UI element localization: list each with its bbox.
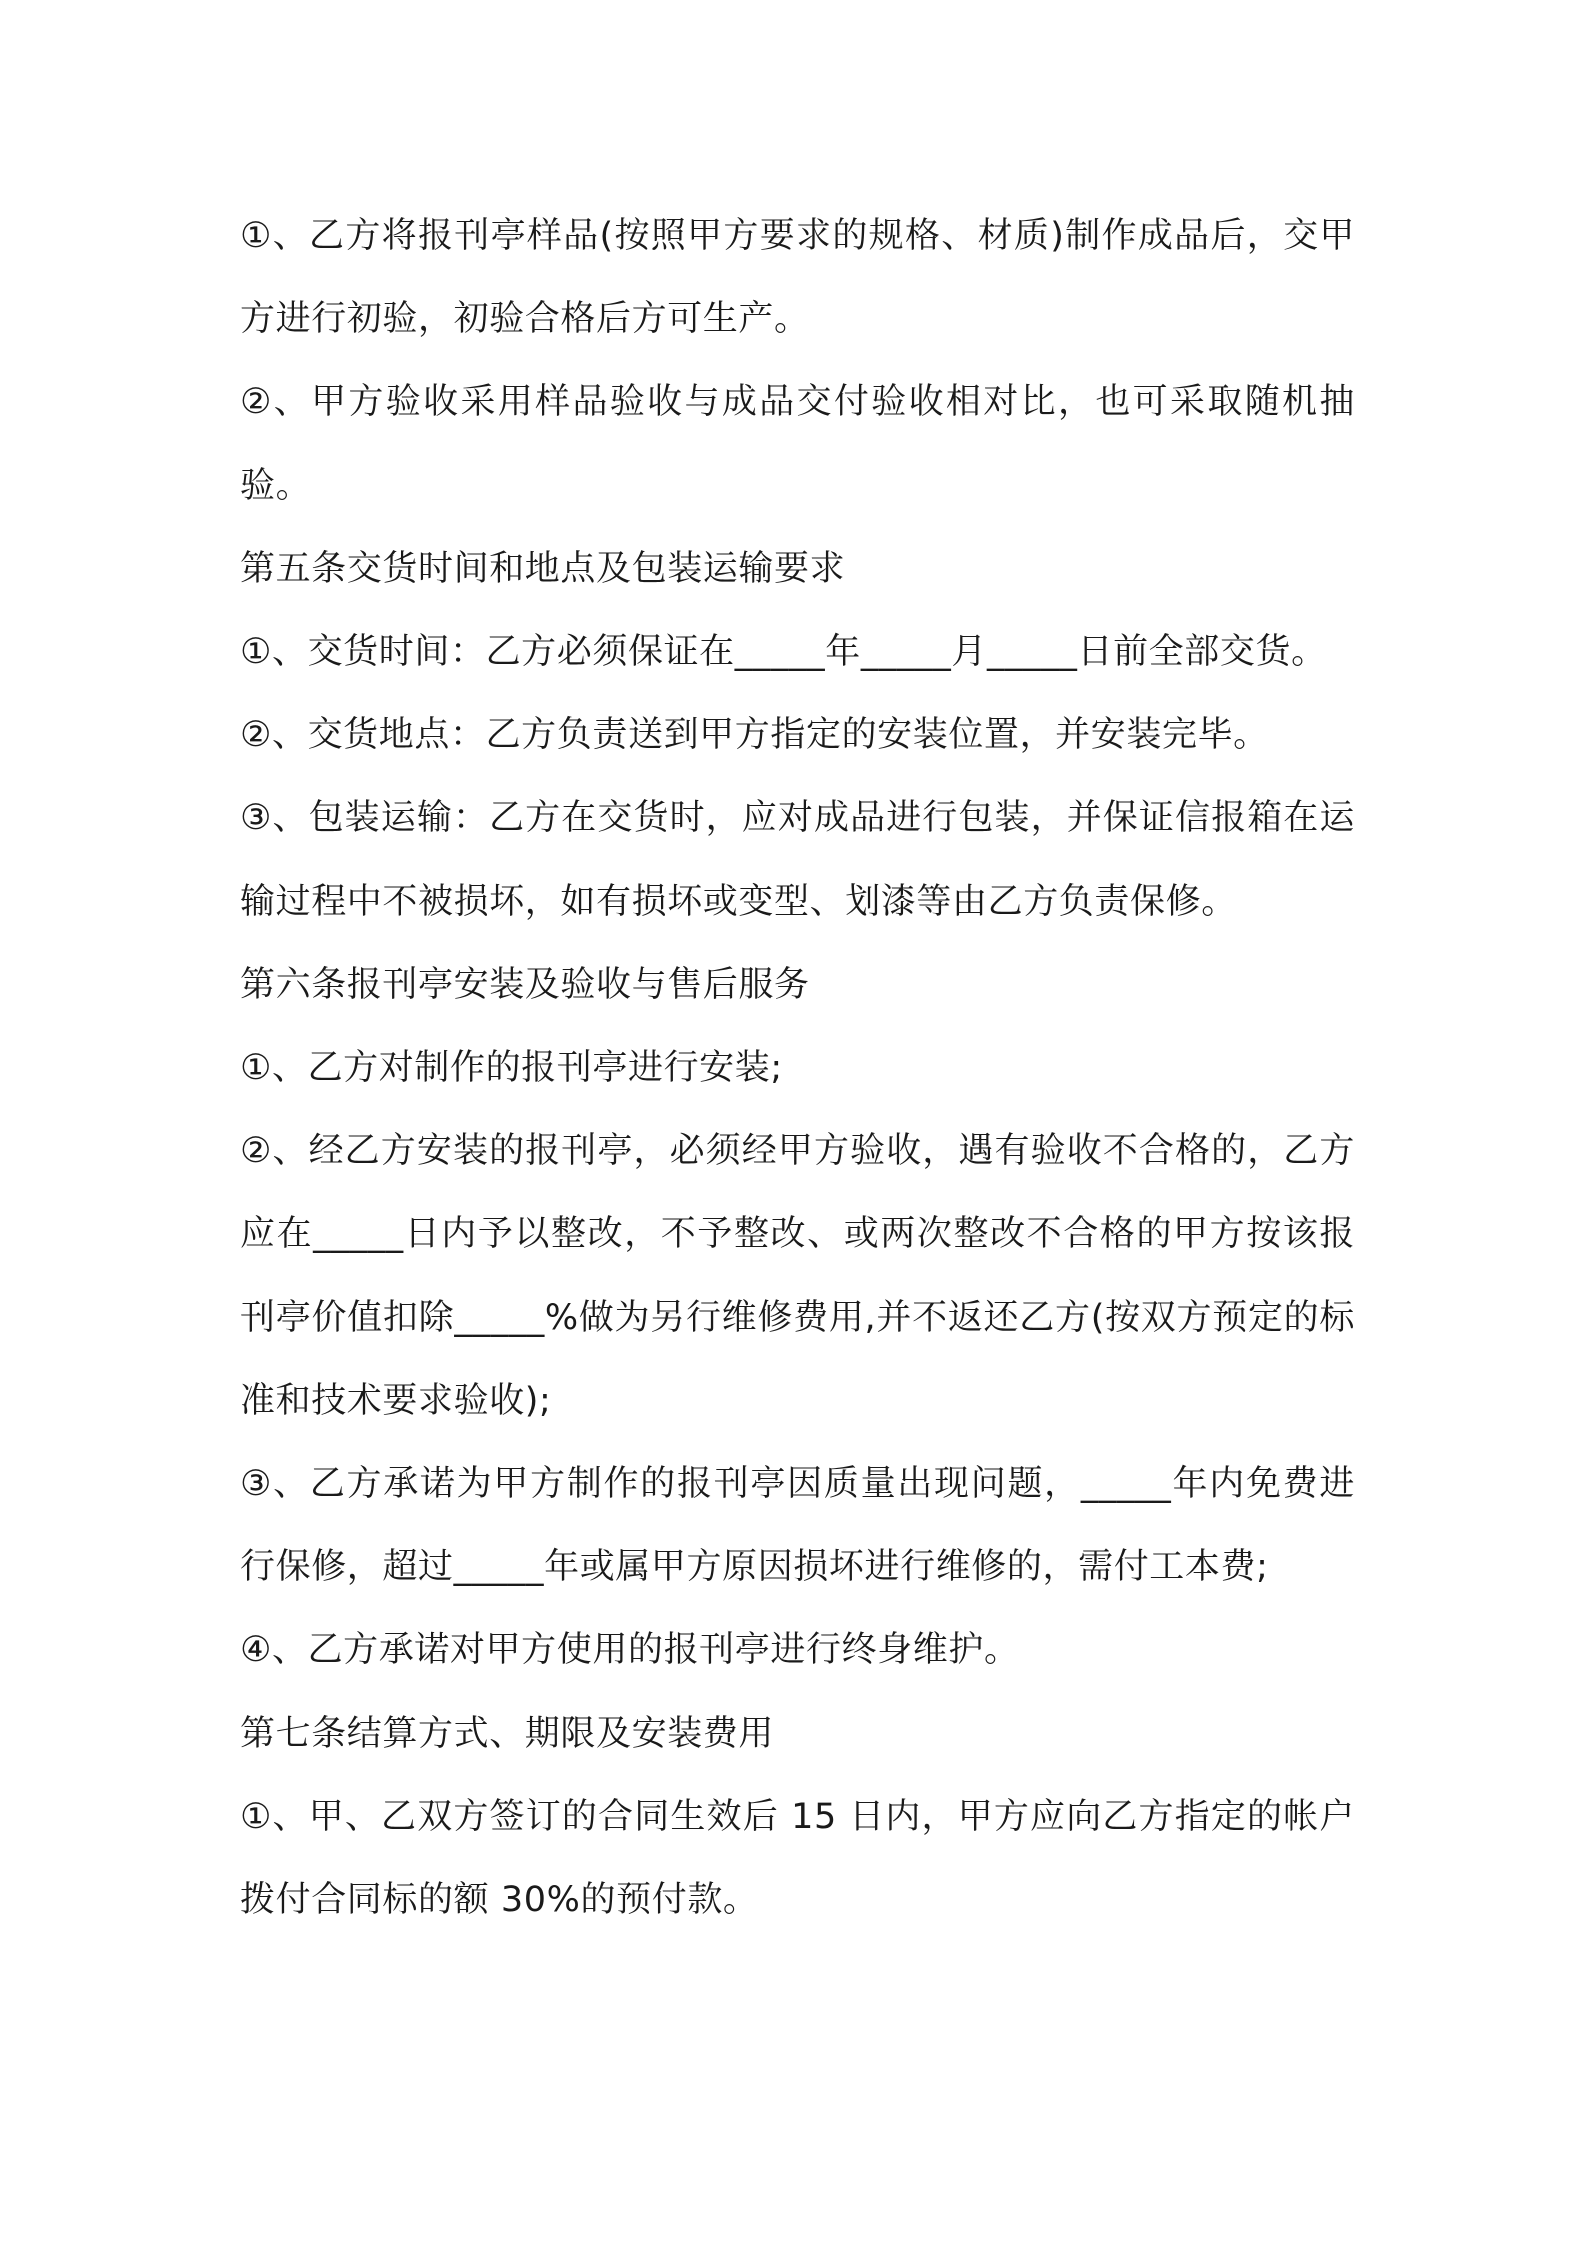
clause-4-item-2: ②、甲方验收采用样品验收与成品交付验收相对比，也可采取随机抽验。 xyxy=(240,382,1355,506)
clause-5-item-2: ②、交货地点：乙方负责送到甲方指定的安装位置，并安装完毕。 xyxy=(240,715,1269,756)
clause-6-item-2: ②、经乙方安装的报刊亭，必须经甲方验收，遇有验收不合格的，乙方应在_____日内予以整改，不予整改、或两次整改不合格的甲方按该报刊亭价值扣除_____%做为另行维修费用,并不返还乙方(按双方预定的标准和技术要求验收); xyxy=(240,1131,1355,1421)
document-body xyxy=(240,195,1355,1942)
clause-5-item-3: ③、包装运输：乙方在交货时，应对成品进行包装，并保证信报箱在运输过程中不被损坏，如有损坏或变型、划漆等由乙方负责保修。 xyxy=(240,798,1355,922)
clause-7-heading: 第七条结算方式、期限及安装费用 xyxy=(240,1713,775,1754)
clause-7-item-1: ①、甲、乙双方签订的合同生效后 15 日内，甲方应向乙方指定的帐户拨付合同标的额 30%的预付款。 xyxy=(240,1796,1355,1921)
clause-6-item-3: ③、乙方承诺为甲方制作的报刊亭因质量出现问题，_____年内免费进行保修，超过_____年或属甲方原因损坏进行维修的，需付工本费; xyxy=(240,1464,1355,1588)
clause-4-item-1: ①、乙方将报刊亭样品(按照甲方要求的规格、材质)制作成品后，交甲方进行初验，初验合格后方可生产。 xyxy=(240,216,1355,340)
clause-6-item-1: ①、乙方对制作的报刊亭进行安装; xyxy=(240,1048,783,1089)
clause-6-heading: 第六条报刊亭安装及验收与售后服务 xyxy=(240,964,810,1005)
clause-5-heading: 第五条交货时间和地点及包装运输要求 xyxy=(240,548,846,589)
clause-5-item-1: ①、交货时间：乙方必须保证在_____年_____月_____日前全部交货。 xyxy=(240,632,1327,673)
clause-6-item-4: ④、乙方承诺对甲方使用的报刊亭进行终身维护。 xyxy=(240,1630,1020,1671)
